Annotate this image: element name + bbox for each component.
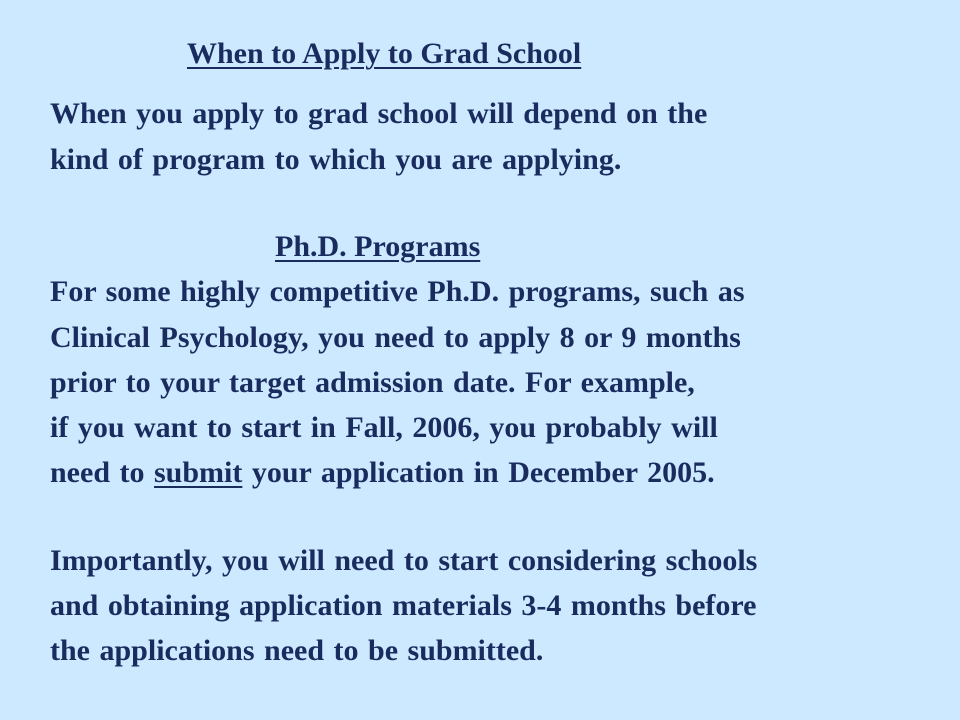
phd-line-4: if you want to start in Fall, 2006, you probably will (50, 411, 718, 444)
phd-line-2: Clinical Psychology, you need to apply 8 or 9 months (50, 321, 741, 354)
importantly-line-3: the applications need to be submitted. (50, 634, 544, 667)
submit-underlined: submit (154, 456, 243, 489)
importantly-line-2: and obtaining application materials 3-4 months before (50, 589, 757, 622)
phd-line-5-start: need to (50, 456, 154, 489)
intro-line-1: When you apply to grad school will depend on the (50, 97, 708, 130)
importantly-line-1: Importantly, you will need to start considering schools (50, 544, 758, 577)
phd-heading: Ph.D. Programs (275, 230, 481, 263)
intro-line-2: kind of program to which you are applying. (50, 143, 622, 176)
phd-line-1: For some highly competitive Ph.D. programs, such as (50, 275, 745, 308)
phd-line-3: prior to your target admission date. For example, (50, 366, 695, 399)
phd-line-5 (50, 453, 715, 493)
slide-title: When to Apply to Grad School (187, 37, 582, 70)
phd-line-5-end: your application in December 2005. (242, 456, 715, 489)
